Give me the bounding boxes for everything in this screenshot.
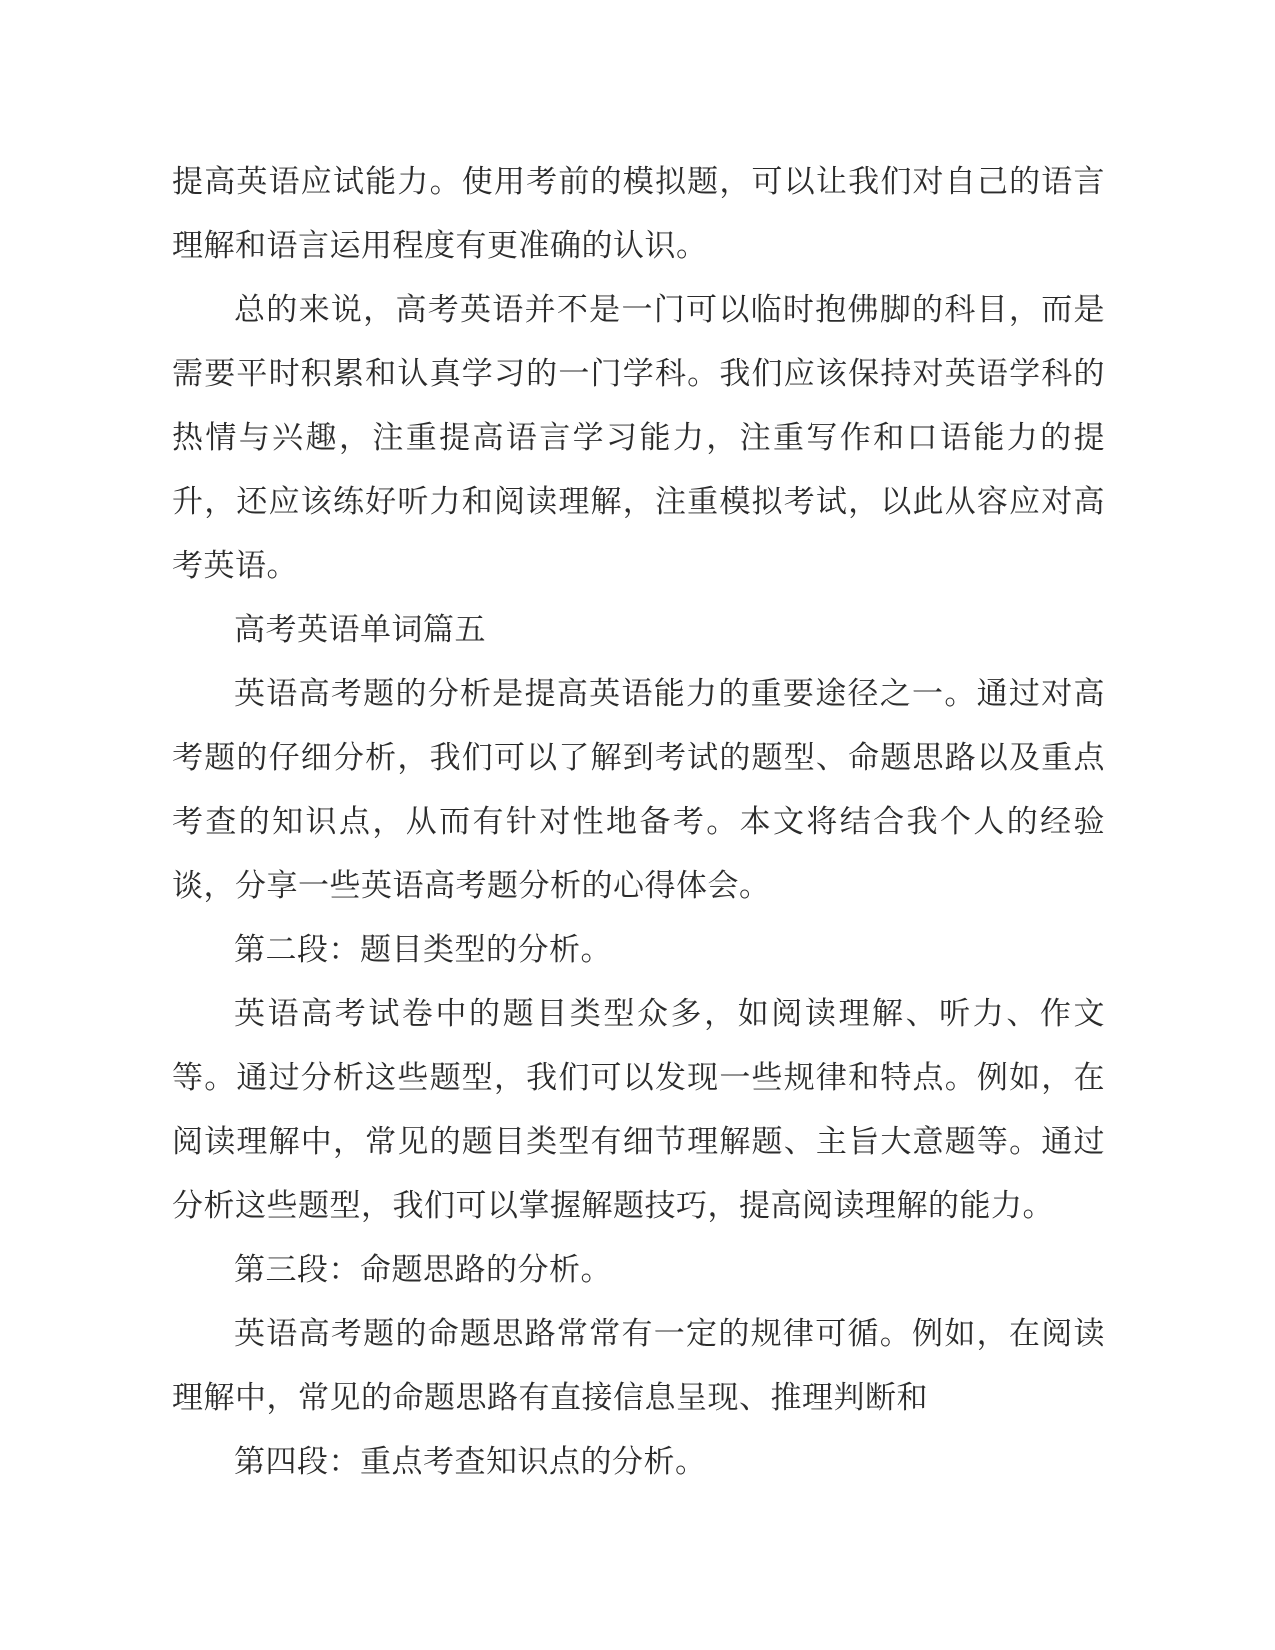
paragraph-3: 英语高考题的分析是提高英语能力的重要途径之一。通过对高考题的仔细分析，我们可以了解到考试的题型、命题思路以及重点考查的知识点，从而有针对性地备考。本文将结合我个人的经验谈，分享一些英语高考题分析的心得体会。 — [172, 676, 1105, 904]
paragraph-4: 第二段：题目类型的分析。 — [234, 932, 612, 968]
paragraph-1: 提高英语应试能力。使用考前的模拟题，可以让我们对自己的语言理解和语言运用程度有更准确的认识。 — [172, 164, 1105, 264]
paragraph-6: 第三段：命题思路的分析。 — [234, 1252, 612, 1288]
document-body — [172, 150, 1105, 1494]
paragraph-2: 总的来说，高考英语并不是一门可以临时抱佛脚的科目，而是需要平时积累和认真学习的一门学科。我们应该保持对英语学科的热情与兴趣，注重提高语言学习能力，注重写作和口语能力的提升，还应该练好听力和阅读理解，注重模拟考试，以此从容应对高考英语。 — [172, 292, 1105, 584]
paragraph-7: 英语高考题的命题思路常常有一定的规律可循。例如，在阅读理解中，常见的命题思路有直接信息呈现、推理判断和 — [172, 1316, 1105, 1416]
paragraph-8: 第四段：重点考查知识点的分析。 — [234, 1444, 707, 1480]
section-heading: 高考英语单词篇五 — [234, 612, 486, 648]
paragraph-5: 英语高考试卷中的题目类型众多，如阅读理解、听力、作文等。通过分析这些题型，我们可以发现一些规律和特点。例如，在阅读理解中，常见的题目类型有细节理解题、主旨大意题等。通过分析这些题型，我们可以掌握解题技巧，提高阅读理解的能力。 — [172, 996, 1105, 1224]
